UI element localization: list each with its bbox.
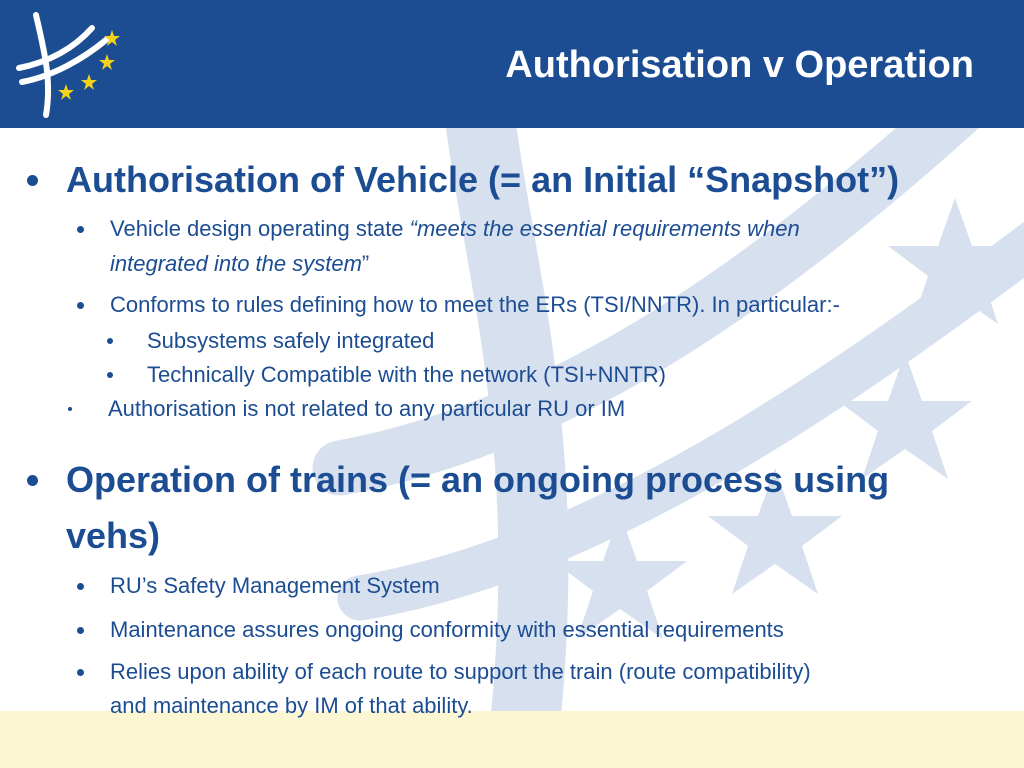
section2-heading-cont: vehs)	[66, 515, 161, 556]
railway-agency-logo-icon	[14, 10, 134, 120]
section1-item-conforms: Conforms to rules defining how to meet the ERs (TSI/NNTR). In particular:-	[110, 288, 840, 322]
bullet-icon	[77, 583, 84, 590]
section1-item-not-related: Authorisation is not related to any particular RU or IM	[108, 392, 625, 426]
bullet-icon	[77, 627, 84, 634]
bullet-icon	[77, 302, 84, 309]
bullet-icon	[107, 372, 113, 378]
section1-heading: Authorisation of Vehicle (= an Initial “Snapshot”)	[66, 156, 899, 204]
section2-item: RU’s Safety Management System	[110, 569, 440, 603]
bullet-icon	[107, 338, 113, 344]
section2-heading: Operation of trains (= an ongoing process using	[66, 456, 889, 504]
section2-item-route-cont: and maintenance by IM of that ability.	[110, 693, 473, 718]
bullet-icon	[27, 175, 38, 186]
section1-item-design-state-cont: integrated into the system”	[110, 251, 370, 276]
slide-title: Authorisation v Operation	[505, 44, 974, 86]
slide-content	[0, 128, 1024, 768]
section1-subitem: Subsystems safely integrated	[147, 324, 434, 358]
bullet-icon	[77, 669, 84, 676]
section1-item-design-state: Vehicle design operating state “meets the essential requirements when	[110, 212, 800, 246]
header-bar	[0, 0, 1024, 128]
bullet-icon	[68, 407, 72, 411]
section2-item: Maintenance assures ongoing conformity with essential requirements	[110, 613, 784, 647]
section1-subitem: Technically Compatible with the network (TSI+NNTR)	[147, 358, 666, 392]
bullet-icon	[77, 226, 84, 233]
bullet-icon	[27, 475, 38, 486]
section2-item-route: Relies upon ability of each route to support the train (route compatibility)	[110, 655, 811, 689]
